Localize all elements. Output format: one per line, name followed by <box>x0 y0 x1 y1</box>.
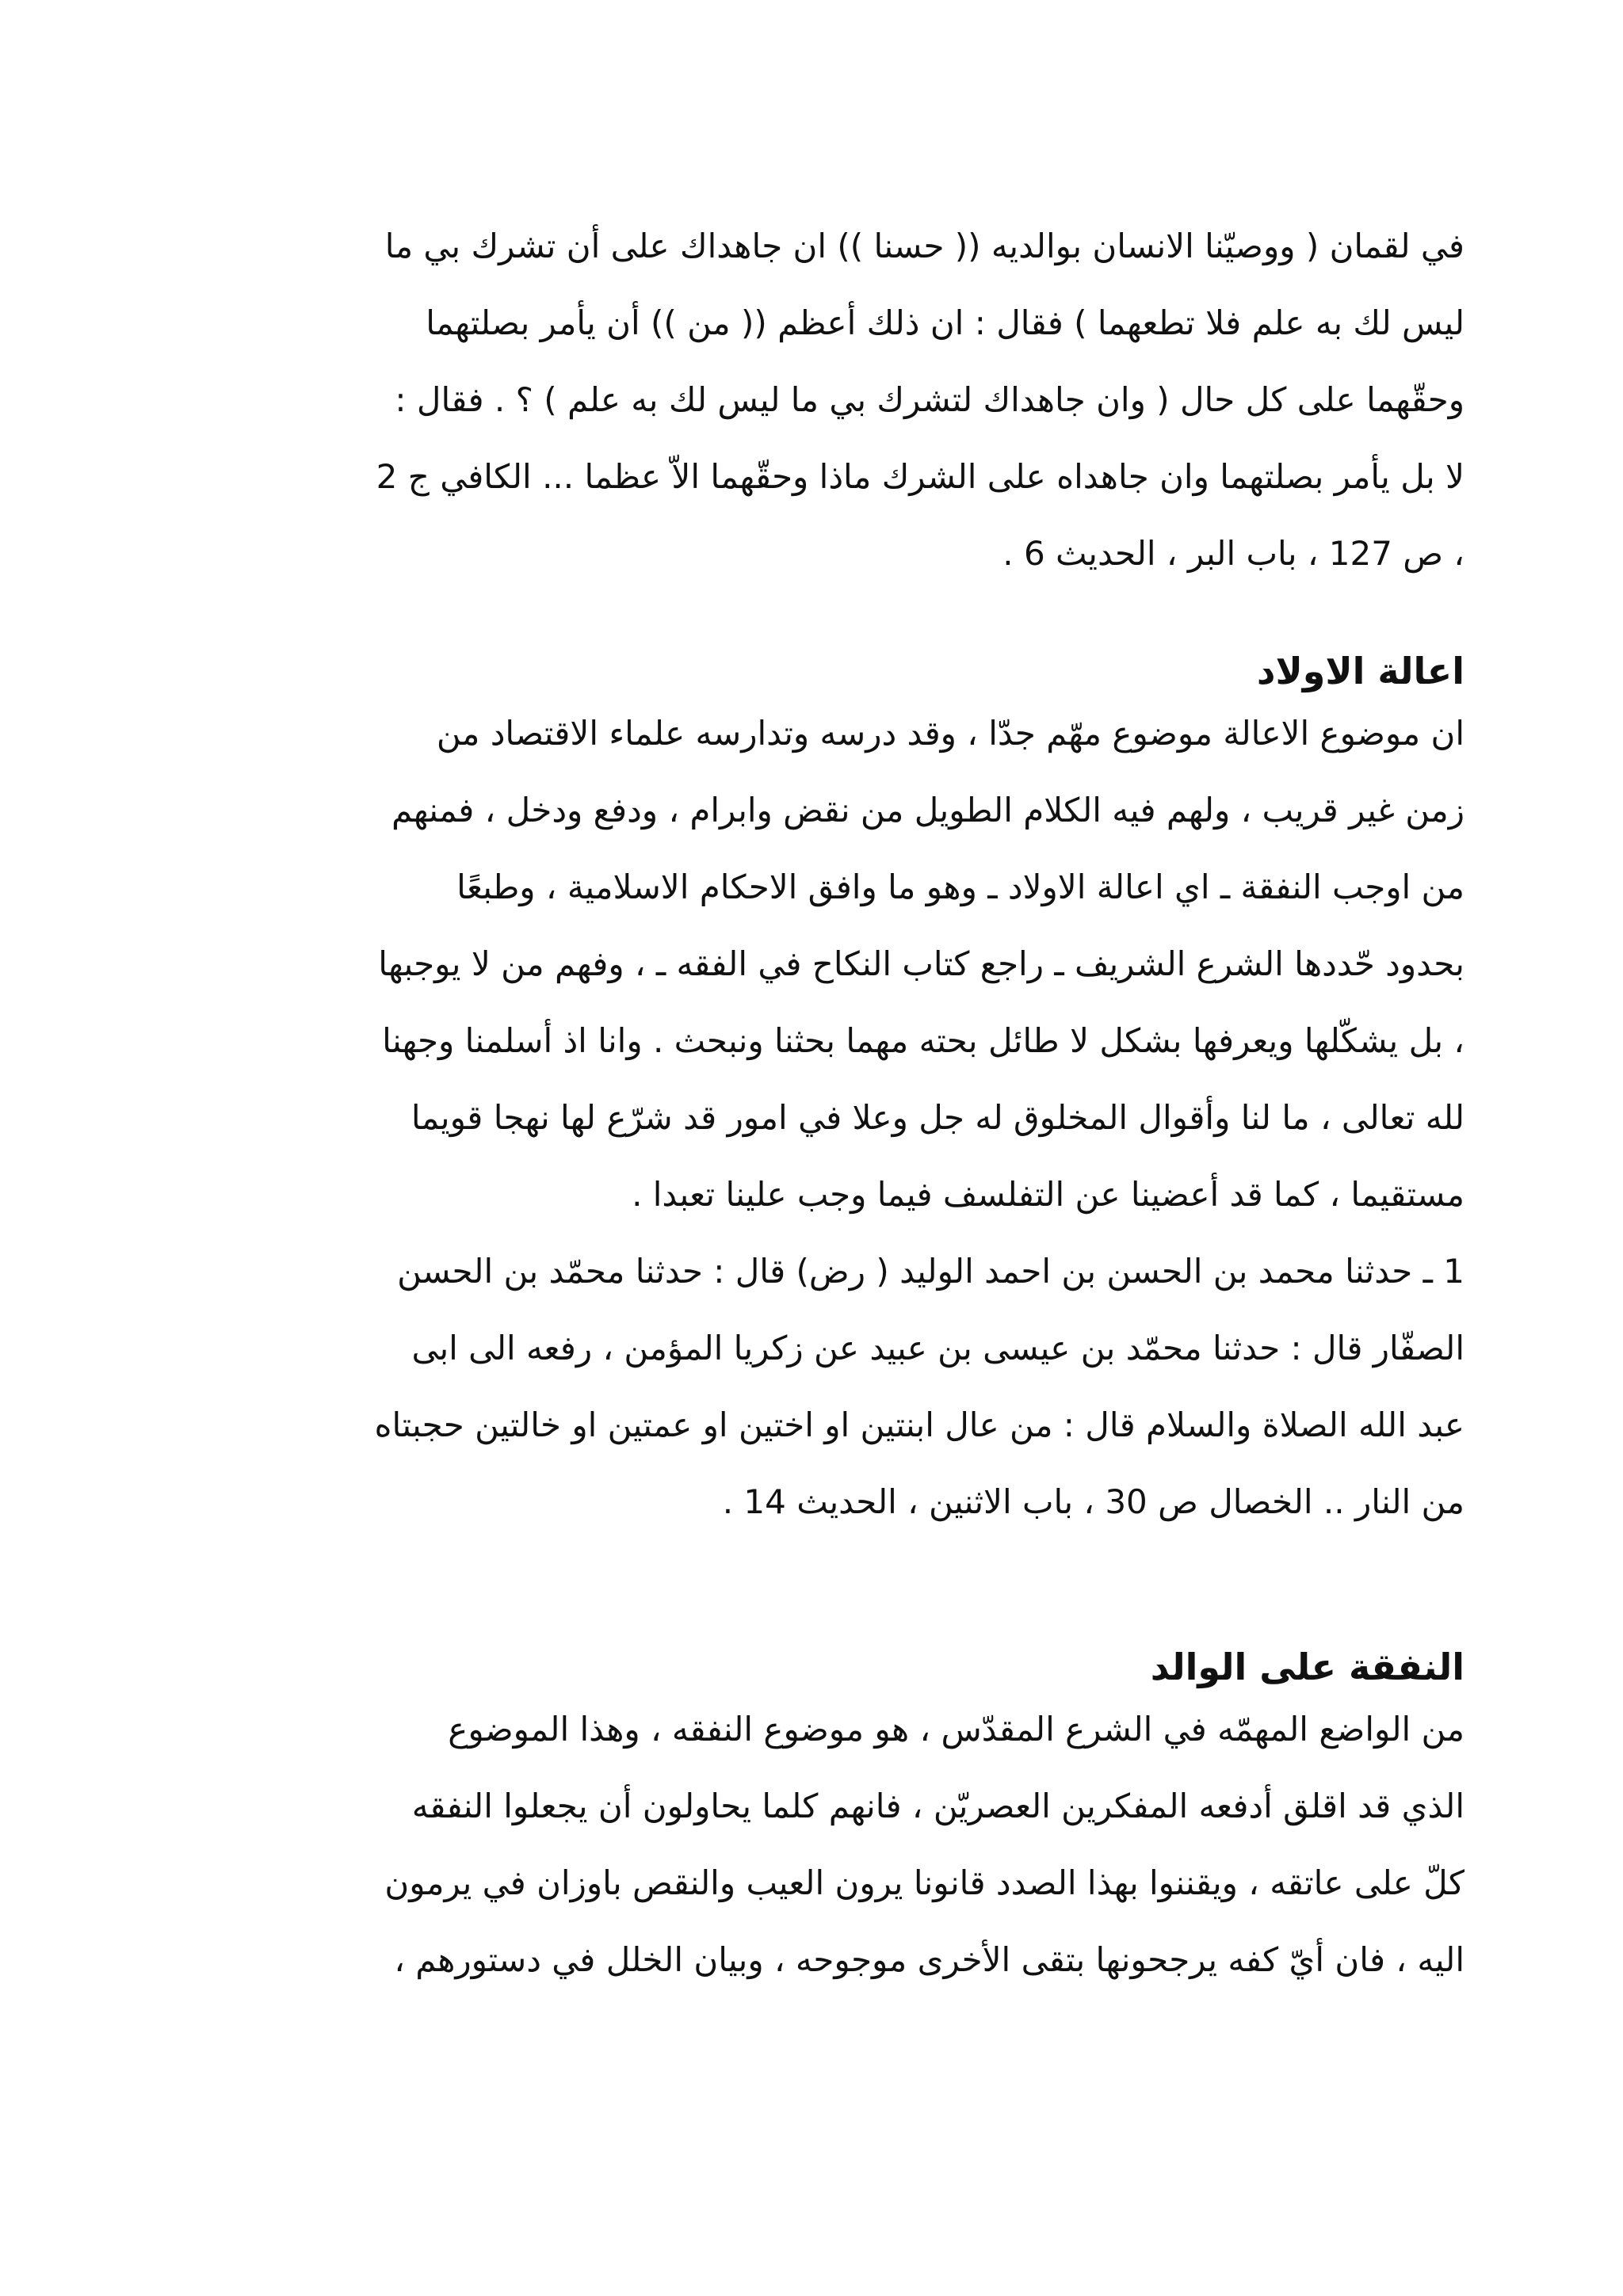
text-line: ان موضوع الاعالة موضوع مهّم جدّا ، وقد درسه وتدارسه علماء الاقتصاد من <box>436 714 1465 753</box>
text-line: لله تعالى ، ما لنا وأقوال المخلوق له جل وعلا في امور قد شرّع لها نهجا قويما <box>411 1098 1465 1137</box>
intro-paragraph <box>158 208 1465 592</box>
text-line: بحدود حّددها الشرع الشريف ـ راجع كتاب النكاح في الفقه ـ ، وفهم من لا يوجبها <box>378 944 1465 983</box>
text-line: ، ص 127 ، باب البر ، الحديث 6 . <box>1002 534 1465 573</box>
section-father <box>158 1643 1465 1998</box>
document-body <box>158 208 1465 1998</box>
text-line: لا بل يأمر بصلتهما وان جاهداه على الشرك ماذا وحقّهما الاّ عظما ... الكافي ج 2 <box>376 457 1465 496</box>
section-spacer <box>158 1540 1465 1643</box>
section-heading: اعالة الاولاد <box>1256 650 1465 692</box>
text-line: ليس لك به علم فلا تطعهما ) فقال : ان ذلك أعظم (( من )) أن يأمر بصلتهما <box>426 303 1465 342</box>
text-line: ، بل يشكّلها ويعرفها بشكل لا طائل بحته مهما بحثنا ونبحث . وانا اذ أسلمنا وجهنا <box>382 1021 1465 1060</box>
text-line: 1 ـ حدثنا محمد بن الحسن بن احمد الوليد ( رض) قال : حدثنا محمّد بن الحسن <box>397 1252 1465 1291</box>
text-line: من اوجب النفقة ـ اي اعالة الاولاد ـ وهو ما وافق الاحكام الاسلامية ، وطبعًا <box>456 868 1465 906</box>
section-children <box>158 647 1465 1540</box>
text-line: زمن غير قريب ، ولهم فيه الكلام الطويل من نقض وابرام ، ودفع ودخل ، فمنهم <box>391 791 1465 830</box>
text-line: الذي قد اقلق أدفعه المفكرين العصريّن ، فانهم كلما يحاولون أن يجعلوا النفقه <box>411 1787 1465 1825</box>
text-line: وحقّهما على كل حال ( وان جاهداك لتشرك بي ما ليس لك به علم ) ؟ . فقال : <box>395 380 1465 419</box>
section-spacer <box>158 592 1465 647</box>
text-line: في لقمان ( ووصيّنا الانسان بوالديه (( حسنا )) ان جاهداك على أن تشرك بي ما <box>384 227 1465 265</box>
text-line: عبد الله الصلاة والسلام قال : من عال ابنتين او اختين او عمتين او خالتين حجبتاه <box>374 1405 1465 1444</box>
section-heading: النفقة على الوالد <box>1150 1646 1465 1688</box>
text-line: مستقيما ، كما قد أعضينا عن التفلسف فيما وجب علينا تعبدا . <box>632 1175 1465 1214</box>
text-line: كلّ على عاتقه ، ويقننوا بهذا الصدد قانونا يرون العيب والنقص باوزان في يرمون <box>384 1863 1465 1902</box>
text-line: الصفّار قال : حدثنا محمّد بن عيسى بن عبيد عن زكريا المؤمن ، رفعه الى ابى <box>411 1329 1465 1367</box>
text-line: من النار .. الخصال ص 30 ، باب الاثنين ، الحديث 14 . <box>722 1482 1465 1521</box>
text-line: اليه ، فان أيّ كفه يرجحونها بتقى الأخرى موجوحه ، وبيان الخلل في دستورهم ، <box>394 1940 1465 1979</box>
text-line: من الواضع المهمّه في الشرع المقدّس ، هو موضوع النفقه ، وهذا الموضوع <box>448 1710 1465 1749</box>
